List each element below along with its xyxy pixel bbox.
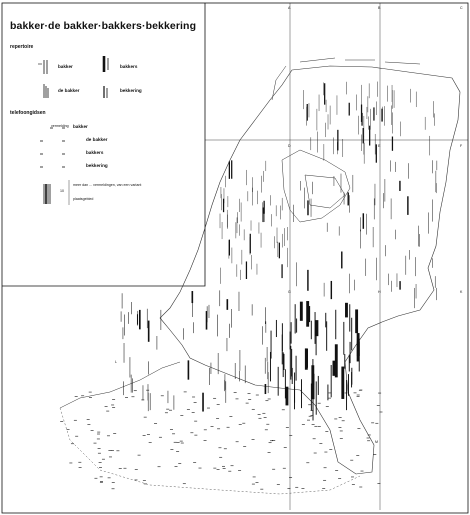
legend-place-text: plaatsgebied <box>73 197 94 201</box>
frame <box>2 3 468 513</box>
grid-letter: E <box>378 144 381 148</box>
southern-border <box>60 408 360 494</box>
legend-item-label: bakker <box>58 64 73 69</box>
grid-letter: D <box>288 144 291 148</box>
legend-token-label: de bakker <box>86 137 108 142</box>
wadden-islands <box>272 58 420 100</box>
legend-repertoire-heading: repertoire <box>10 44 34 50</box>
legend-token-label: bakkers <box>86 150 104 155</box>
legend-item-label: bekkering <box>120 88 142 93</box>
grid-letter: C <box>460 6 463 10</box>
legend-tokens-heading: telefoongidsen <box>10 110 46 116</box>
legend-item-label: bakkers <box>120 64 138 69</box>
legend-token-note: vermelding <box>51 124 69 128</box>
grid-letter: K <box>460 290 463 294</box>
grid-letter: H <box>378 290 381 294</box>
legend-symbol <box>38 60 47 74</box>
legend-scale-number: 10 <box>60 189 64 193</box>
land-marks <box>60 82 437 490</box>
grid-letter: M <box>375 440 378 444</box>
legend-symbol <box>104 86 107 98</box>
legend-symbol <box>44 84 48 98</box>
grid-letter: F <box>460 144 463 148</box>
legend-token-label: bakker <box>73 124 88 129</box>
map-title: bakker·de bakker·bakkers·bekkering <box>10 20 197 32</box>
legend-symbol <box>104 56 108 72</box>
legend-token-label: bekkering <box>86 163 108 168</box>
grid-letter: A <box>288 6 291 10</box>
legend-item-label: de bakker <box>58 88 80 93</box>
legend-scale-text: meer dan ... vermeldingen, van een variant <box>73 183 142 187</box>
legend-scale-bars <box>44 180 69 205</box>
grid-letter: B <box>378 6 381 10</box>
grid-letter: L <box>115 360 117 364</box>
belgium-coast <box>60 362 180 408</box>
grid-letter: G <box>288 290 291 294</box>
